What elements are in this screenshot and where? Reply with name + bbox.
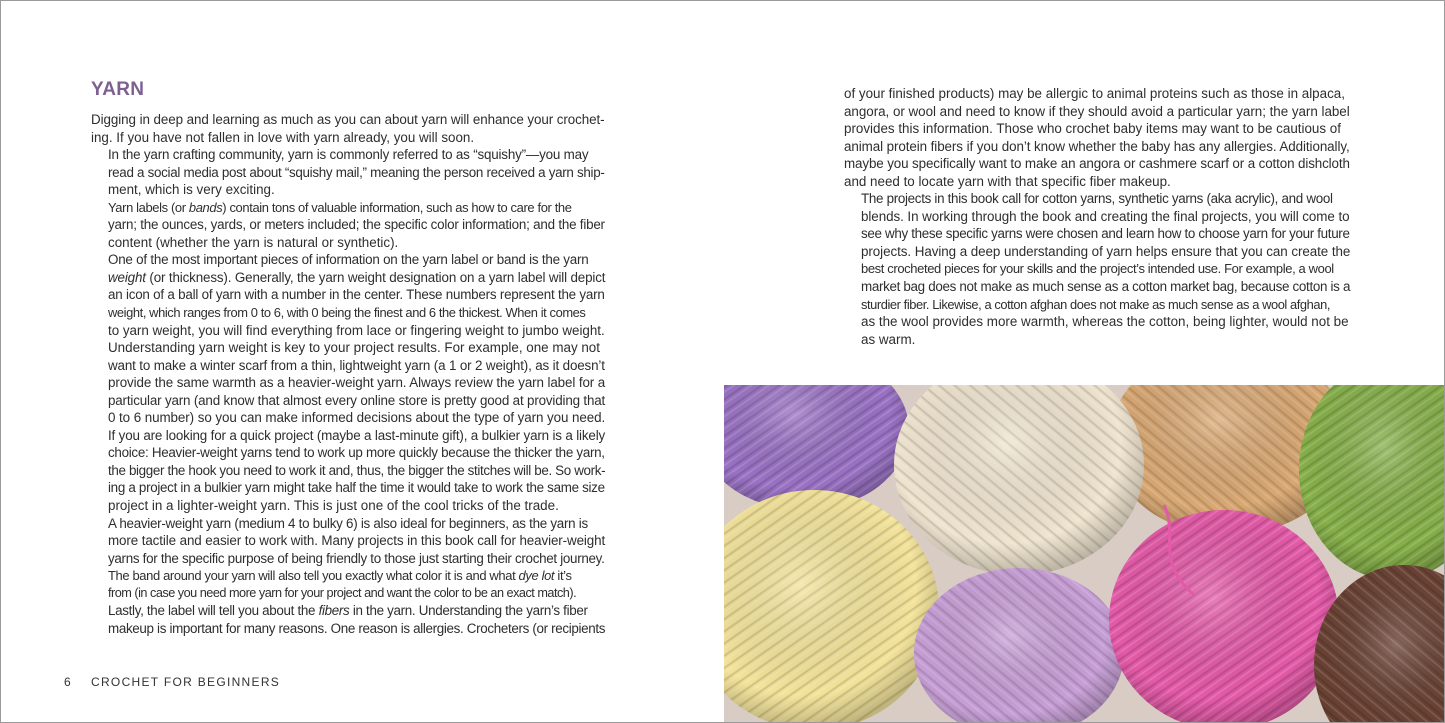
text-line: choice: Heavier-weight yarns tend to work up more quickly because the thicker the yarn, xyxy=(108,445,605,461)
text-line: 0 to 6 number) so you can make informed decisions about the type of yarn you need. xyxy=(108,410,606,426)
text-line: ing a project in a bulkier yarn might take half the time it would take to work the same size xyxy=(108,480,605,496)
text-line: want to make a winter scarf from a thin, lightweight yarn (a 1 or 2 weight), as it doesn’t xyxy=(108,357,605,373)
text-line: sturdier fiber. Likewise, a cotton afghan does not make as much sense as a wool afghan, xyxy=(861,296,1330,312)
text-line: market bag does not make as much sense as a cotton market bag, because cotton is a xyxy=(861,279,1351,295)
paragraph xyxy=(91,146,605,199)
emphasis: dye lot xyxy=(518,568,555,584)
text-line: as warm. xyxy=(861,331,916,347)
text-line: of your finished products) may be allergic to animal proteins such as those in alpaca, xyxy=(844,86,1345,101)
text-line: the bigger the hook you need to work it and, thus, the bigger the stitches will be. So work- xyxy=(108,462,606,478)
text-line: Lastly, the label will tell you about the fibers in the yarn. Understanding the yarn’s fiber xyxy=(108,603,588,619)
text-line: One of the most important pieces of information on the yarn label or band is the yarn xyxy=(108,252,589,268)
text-line: A heavier-weight yarn (medium 4 to bulky 6) is also ideal for beginners, as the yarn is xyxy=(108,515,588,531)
text-line: to yarn weight, you will find everything from lace or fingering weight to jumbo weight. xyxy=(108,322,605,338)
text-line: animal protein fibers if you don’t know whether the baby has any allergies. Additionally, xyxy=(844,138,1350,154)
text-line: Understanding yarn weight is key to your project results. For example, one may not xyxy=(108,340,600,356)
text-line: ment, which is very exciting. xyxy=(108,182,275,198)
text-line: Digging in deep and learning as much as you can about yarn will enhance your crochet- xyxy=(91,112,605,127)
paragraph xyxy=(844,85,1350,190)
section-heading: YARN xyxy=(91,79,145,100)
text-line: Yarn labels (or bands) contain tons of valuable information, such as how to care for the xyxy=(108,199,572,215)
page-number: 6 xyxy=(64,675,72,689)
paragraph xyxy=(91,251,605,514)
text-line: provide the same warmth as a heavier-weight yarn. Always review the yarn label for a xyxy=(108,375,606,391)
text-line: projects. Having a deep understanding of yarn helps ensure that you can create the xyxy=(861,243,1351,259)
paragraph xyxy=(91,515,605,568)
text-line: project in a lighter-weight yarn. This is just one of the cool tricks of the trade. xyxy=(108,498,559,514)
yarn-skeins-photo xyxy=(724,385,1445,723)
text-line: read a social media post about “squishy mail,” meaning the person received a yarn ship- xyxy=(108,164,605,180)
text-line: maybe you specifically want to make an angora or cashmere scarf or a cotton dishcloth xyxy=(844,156,1350,172)
text-line: an icon of a ball of yarn with a number in the center. These numbers represent the yarn xyxy=(108,287,605,303)
text-line: particular yarn (and know that almost every online store is pretty good at providing that xyxy=(108,392,606,408)
text-line: and need to locate yarn with that specific fiber makeup. xyxy=(844,173,1171,189)
right-text-column xyxy=(844,85,1350,348)
text-line: The band around your yarn will also tell you exactly what color it is and what dye lot it’s xyxy=(108,568,572,584)
text-line: In the yarn crafting community, yarn is commonly referred to as “squishy”—you may xyxy=(108,147,589,163)
emphasis: fibers xyxy=(318,603,350,619)
paragraph xyxy=(91,602,605,637)
emphasis: bands xyxy=(188,199,223,215)
yarn-skeins-illustration xyxy=(724,385,1445,723)
text-line: angora, or wool and need to know if they should avoid a particular yarn; the yarn label xyxy=(844,103,1350,119)
paragraph xyxy=(91,567,605,602)
emphasis: weight xyxy=(108,269,146,285)
text-line: weight (or thickness). Generally, the yarn weight designation on a yarn label will depict xyxy=(108,269,606,285)
text-line: yarn; the ounces, yards, or meters included; the specific color information; and the fiber xyxy=(108,217,605,233)
paragraph xyxy=(91,111,605,146)
text-line: The projects in this book call for cotton yarns, synthetic yarns (aka acrylic), and wool xyxy=(861,191,1333,207)
yarn-pink xyxy=(1109,510,1339,723)
text-line: from (in case you need more yarn for your project and want the color to be an exact match). xyxy=(108,585,577,600)
text-line: best crocheted pieces for your skills and the project’s intended use. For example, a wool xyxy=(861,261,1334,277)
text-line: makeup is important for many reasons. One reason is allergies. Crocheters (or recipients xyxy=(108,620,606,636)
text-line: more tactile and easier to work with. Many projects in this book call for heavier-weight xyxy=(108,533,606,549)
text-line: weight, which ranges from 0 to 6, with 0 being the finest and 6 the thickest. When it comes xyxy=(108,305,586,321)
left-text-column xyxy=(91,111,605,637)
text-line: blends. In working through the book and creating the final projects, you will come to xyxy=(861,208,1350,224)
text-line: If you are looking for a quick project (maybe a last-minute gift), a bulkier yarn is a likely xyxy=(108,427,606,443)
paragraph xyxy=(844,190,1350,348)
text-line: yarns for the specific purpose of being friendly to those just starting their crochet journey. xyxy=(108,550,605,566)
text-line: as the wool provides more warmth, whereas the cotton, being lighter, would not be xyxy=(861,314,1349,330)
text-line: see why these specific yarns were chosen and learn how to choose yarn for your future xyxy=(861,226,1350,242)
text-line: provides this information. Those who crochet baby items may want to be cautious of xyxy=(844,121,1341,137)
text-line: ing. If you have not fallen in love with yarn already, you will soon. xyxy=(91,129,475,145)
paragraph xyxy=(91,199,605,252)
page-footer xyxy=(64,675,280,689)
running-title: CROCHET FOR BEGINNERS xyxy=(91,675,281,689)
text-line: content (whether the yarn is natural or synthetic). xyxy=(108,234,399,250)
